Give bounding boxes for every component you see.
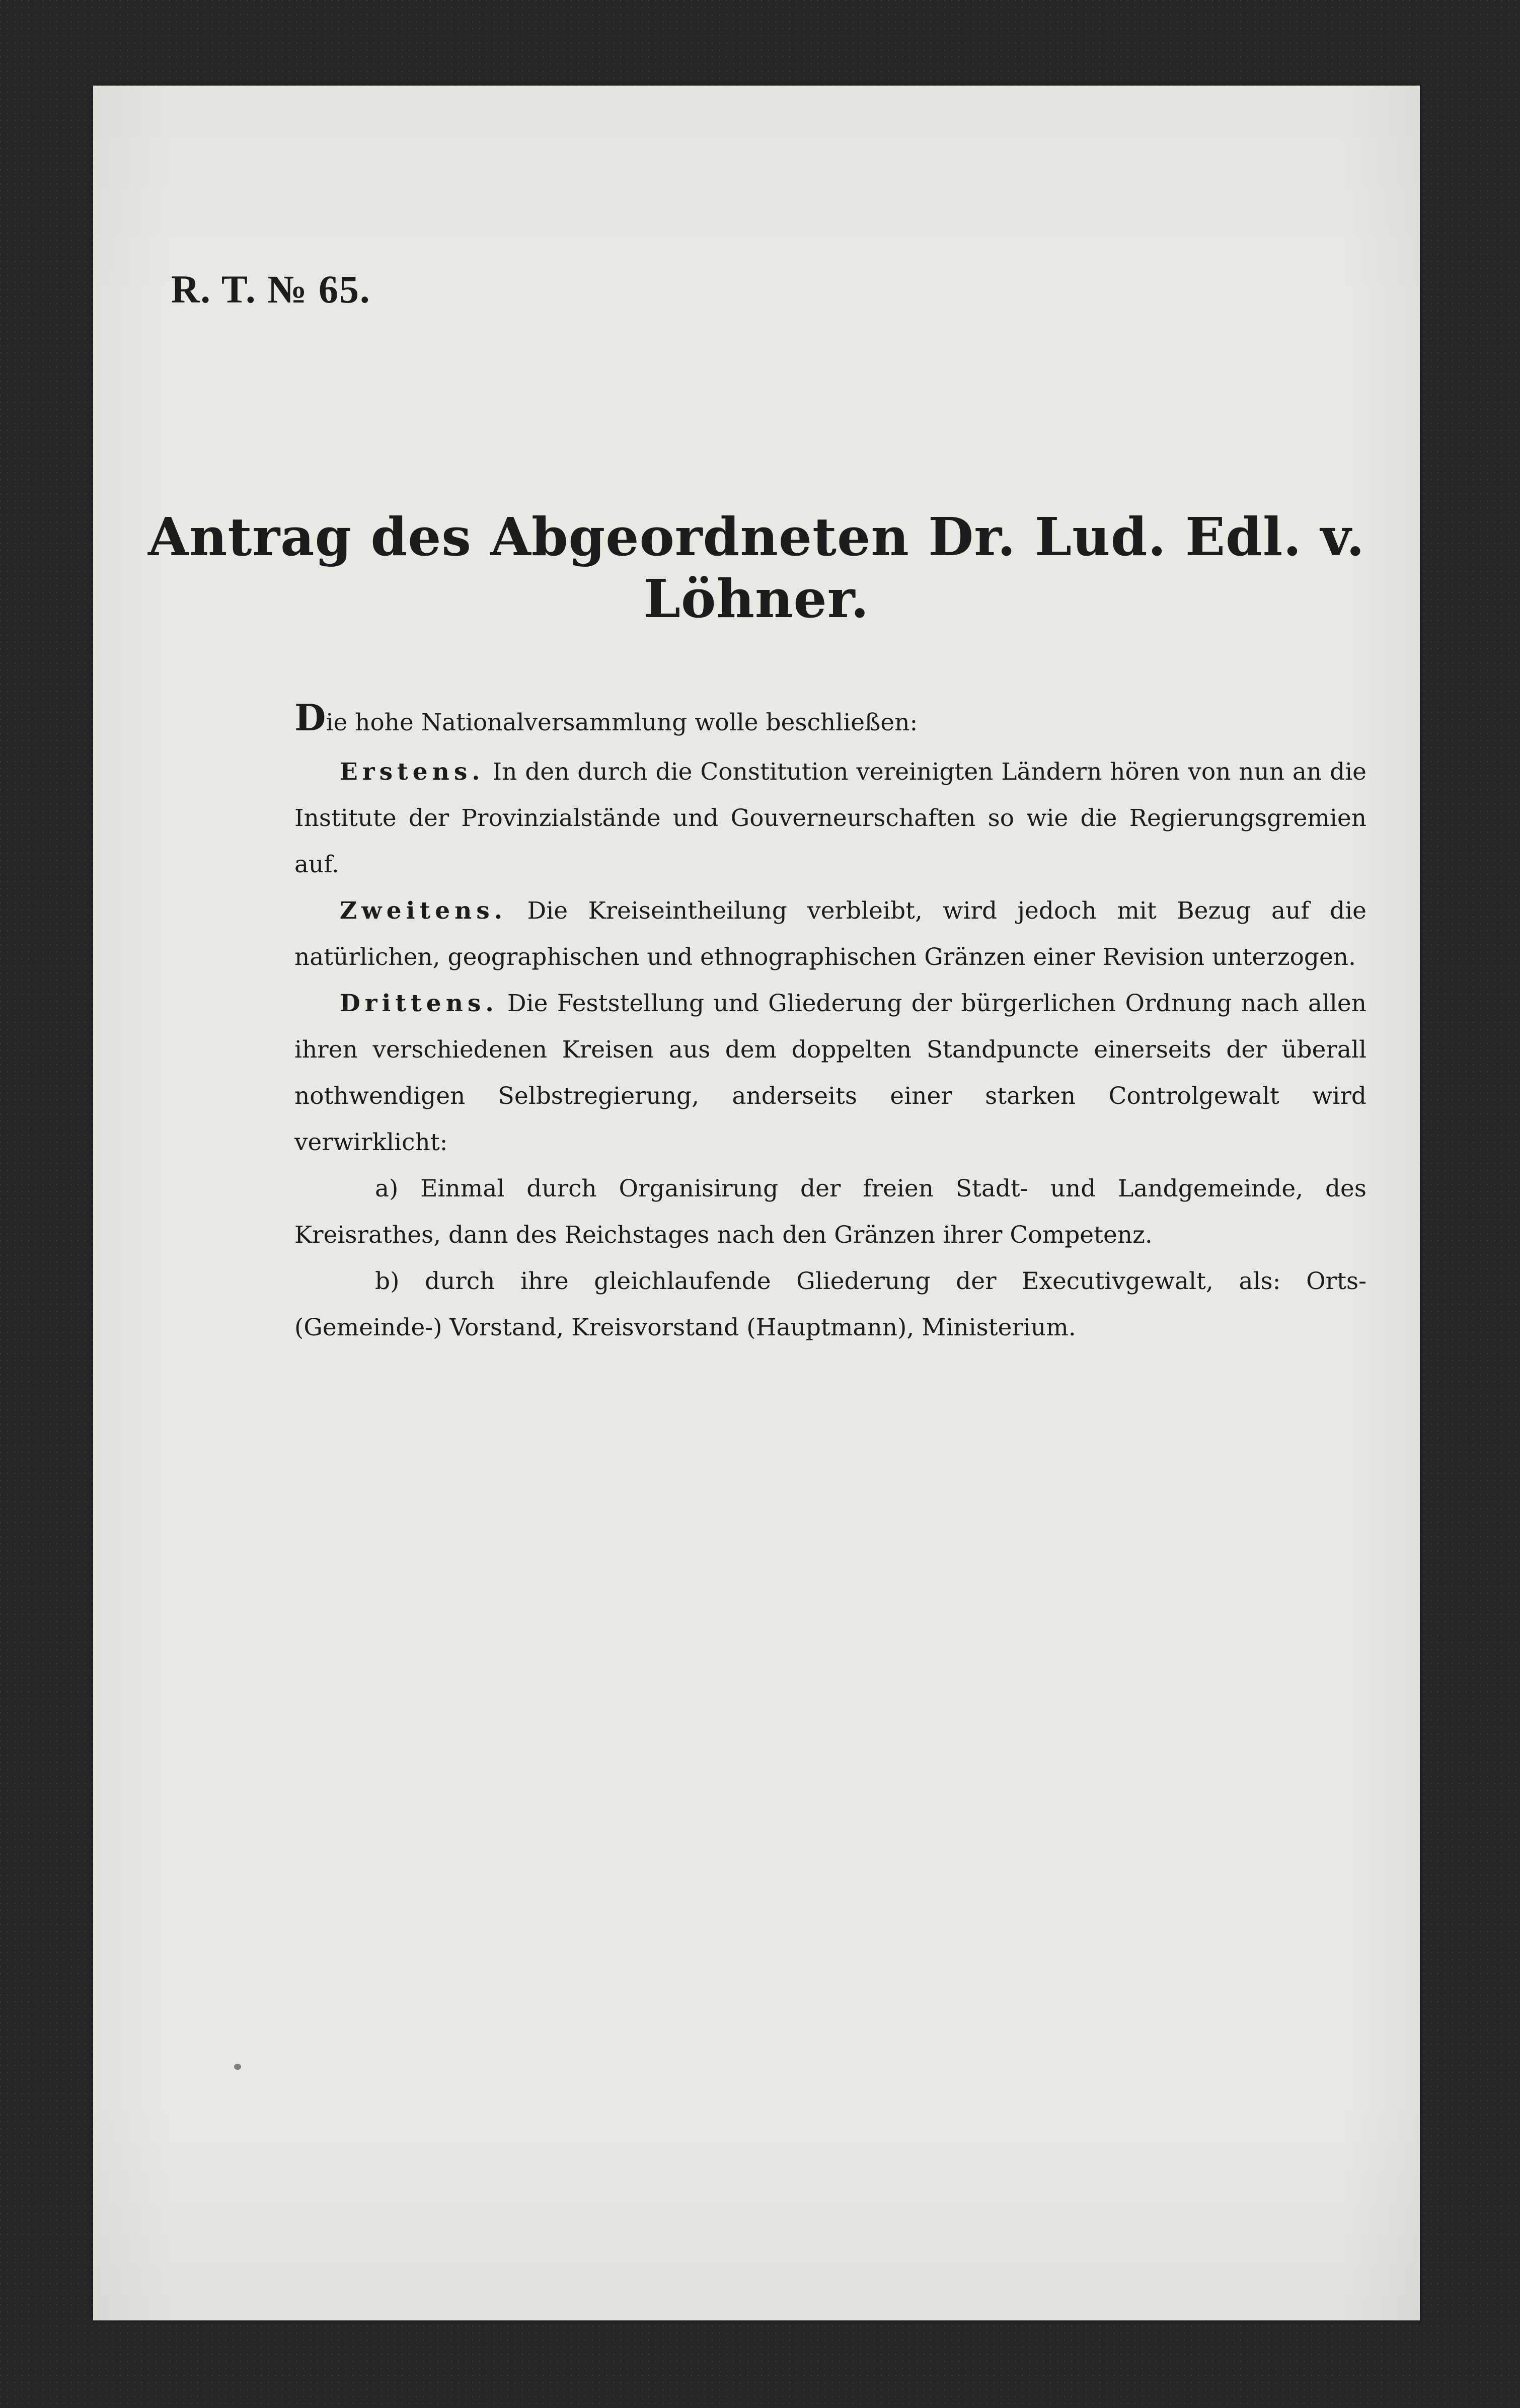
subpoint-b: b) durch ihre gleichlaufende Gliederung der Executivgewalt, als: Orts- (Gemeinde-) Vorstand, Kreisvorstand (Hauptmann), Ministerium. — [294, 1267, 1366, 1341]
paragraph-keyword: Erstens. — [340, 758, 485, 786]
paragraph-keyword: Drittens. — [340, 990, 498, 1017]
intro-line: Die hohe Nationalversammlung wolle beschließen: — [294, 696, 918, 739]
document-sheet — [93, 86, 1420, 2320]
document-title: Antrag des Abgeordneten Dr. Lud. Edl. v. Löhner. — [148, 506, 1365, 630]
document-reference-number: R. T. № 65. — [171, 267, 371, 311]
document-body — [294, 695, 1366, 1351]
paragraph-keyword: Zweitens. — [340, 897, 507, 925]
paragraph-drittens — [294, 981, 1366, 1166]
paragraph-text: Die Kreiseintheilung verbleibt, wird jedoch mit Bezug auf die natürlichen, geographischen und ethnographischen Gränzen einer Revision unterzogen. — [294, 897, 1366, 971]
ink-smudge — [234, 2064, 241, 2070]
paragraph-zweitens — [294, 888, 1366, 981]
subpoint-a: a) Einmal durch Organisirung der freien Stadt- und Landgemeinde, des Kreisrathes, dann des Reichstages nach den Gränzen ihrer Competenz. — [294, 1175, 1366, 1249]
paragraph-text: In den durch die Constitution vereinigten Ländern hören von nun an die Institute der Provinzialstände und Gouverneurschaften so wie die Regierungsgremien auf. — [294, 758, 1366, 878]
paragraph-text: Die Feststellung und Gliederung der bürgerlichen Ordnung nach allen ihren verschiedenen Kreisen aus dem doppelten Standpuncte einerseits der überall nothwendigen Selbstregierung, anderseits einer starken Controlgewalt wird verwirklicht: — [294, 990, 1366, 1156]
paragraph-erstens — [294, 749, 1366, 888]
